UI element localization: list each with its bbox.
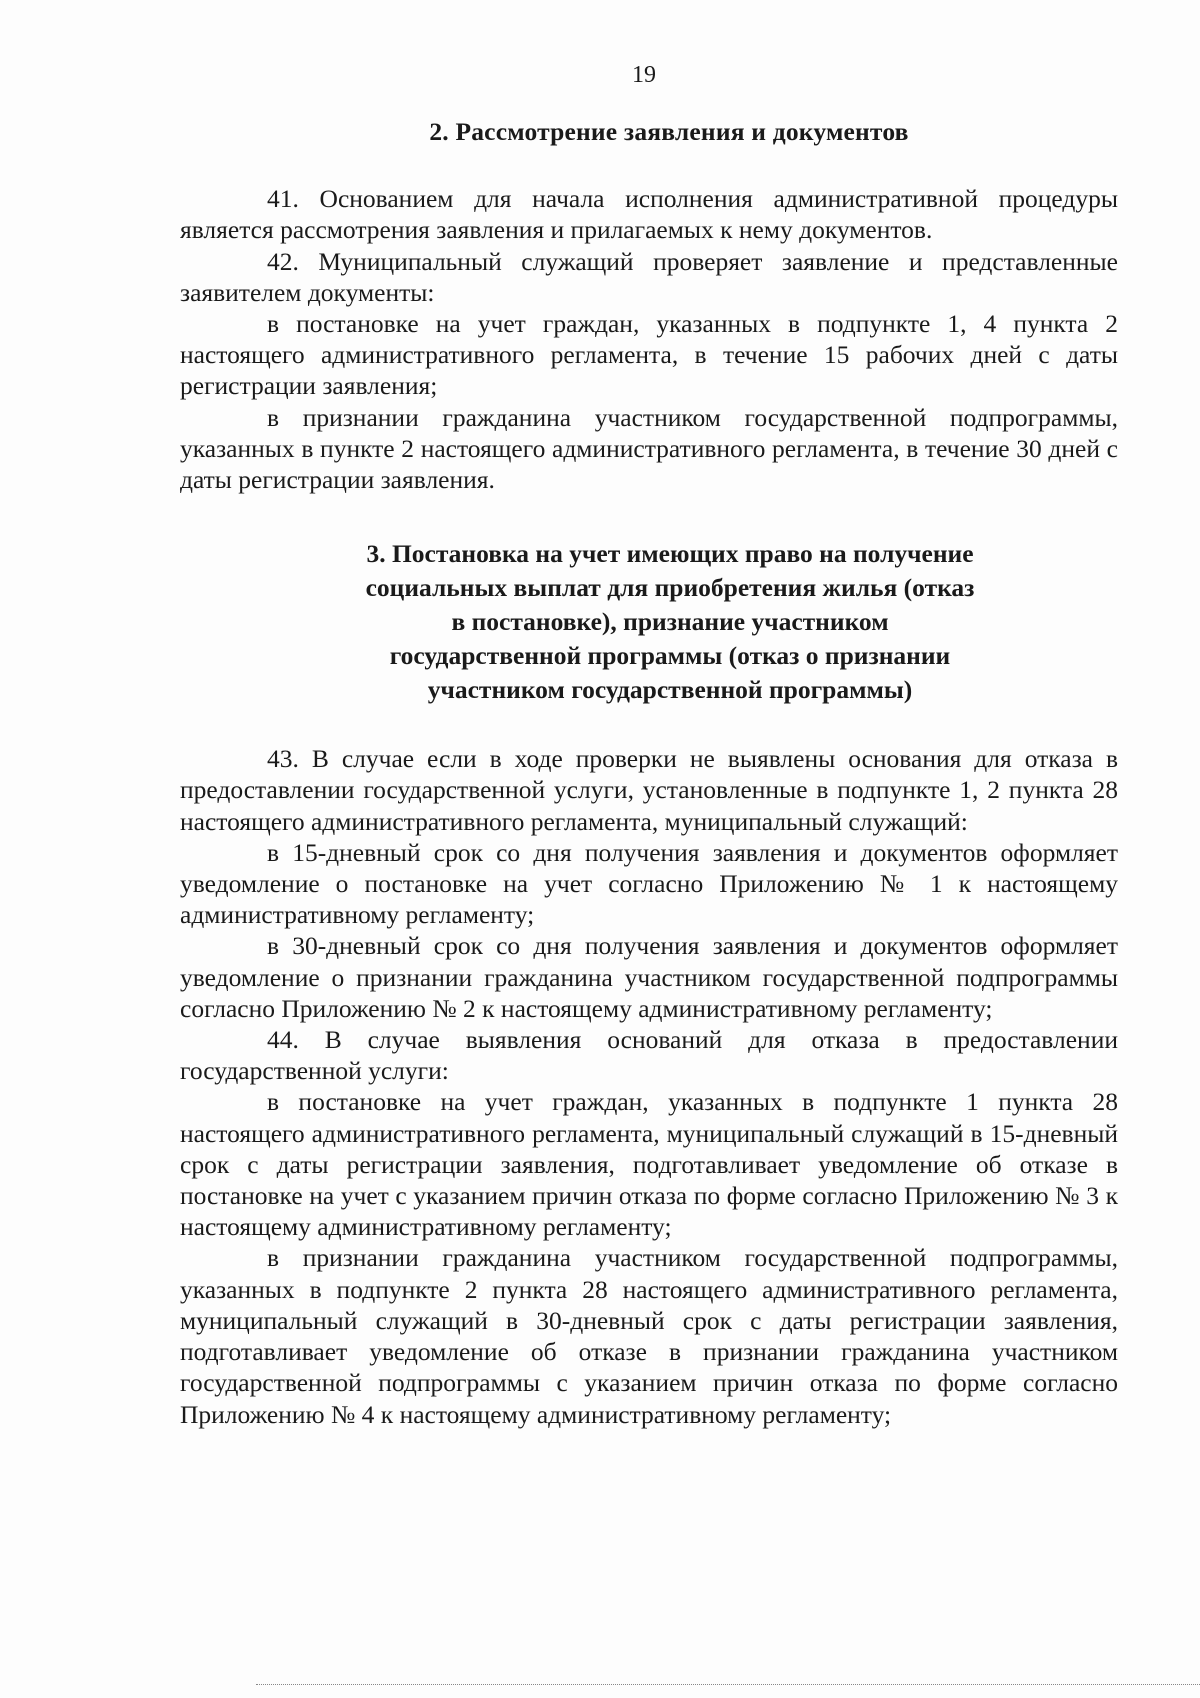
- paragraph-44-item-2: в признании гражданина участником государственной подпрограммы, указанных в подпункте 2 пункта 28 настоящего административного регламента, муниципальный служащий в 30-дневный срок с даты регистрации заявления, подготавливает уведомление об отказе в признании гражданина участником государственной подпрограммы с указанием причин отказа по форме согласно Приложению № 4 к настоящему административному регламенту;: [180, 1243, 1118, 1429]
- paragraph-42: 42. Муниципальный служащий проверяет заявление и представленные заявителем документы:: [180, 246, 1118, 307]
- paragraph-42-item-1: в постановке на учет граждан, указанных в подпункте 1, 4 пункта 2 настоящего административного регламента, в течение 15 рабочих дней с даты регистрации заявления;: [180, 309, 1118, 401]
- paragraph-44: 44. В случае выявления оснований для отказа в предоставлении государственной услуги:: [180, 1025, 1118, 1086]
- paragraph-43-item-1: в 15-дневный срок со дня получения заявления и документов оформляет уведомление о постановке на учет согласно Приложению № 1 к настоящему административному регламенту;: [180, 837, 1118, 930]
- paragraph-43: 43. В случае если в ходе проверки не выявлены основания для отказа в предоставлении государственной услуги, установленные в подпункте 1, 2 пункта 28 настоящего административного регламента, муниципальный служащий:: [180, 744, 1118, 836]
- paragraph-41: 41. Основанием для начала исполнения административной процедуры является рассмотрения заявления и прилагаемых к нему документов.: [180, 184, 1118, 245]
- paragraph-44-item-1: в постановке на учет граждан, указанных в подпункте 1 пункта 28 настоящего административного регламента, муниципальный служащий в 15-дневный срок с даты регистрации заявления, подготавливает уведомление об отказе в постановке на учет с указанием причин отказа по форме согласно Приложению № 3 к настоящему административному регламенту;: [180, 1087, 1118, 1242]
- paragraph-43-item-2: в 30-дневный срок со дня получения заявления и документов оформляет уведомление о признании гражданина участником государственной подпрограммы согласно Приложению № 2 к настоящему административному регламенту;: [180, 931, 1118, 1023]
- page-number: 19: [632, 62, 656, 88]
- section-heading-3: 3. Постановка на учет имеющих право на получение социальных выплат для приобретения жилья (отказ в постановке), признание участником государственной программы (отказ о признании участником государственной программы): [365, 539, 975, 705]
- paragraph-42-item-2: в признании гражданина участником государственной подпрограммы, указанных в пункте 2 настоящего административного регламента, в течение 30 дней с даты регистрации заявления.: [180, 402, 1118, 495]
- section-heading-2: 2. Рассмотрение заявления и документов: [429, 117, 909, 146]
- bottom-rule: [256, 1684, 1200, 1685]
- document-body: [180, 116, 1118, 1430]
